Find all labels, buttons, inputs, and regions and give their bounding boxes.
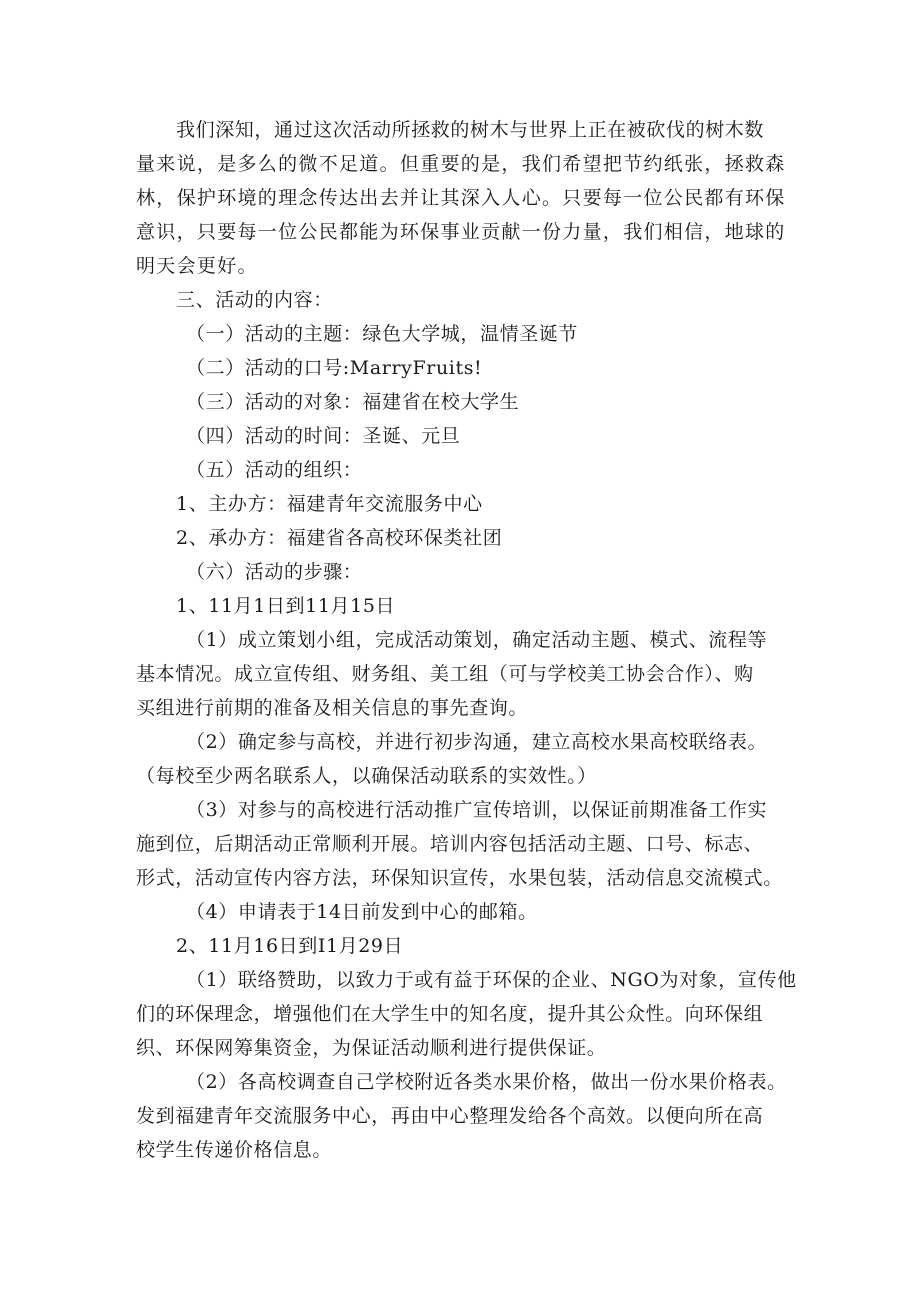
list-item: （五）活动的组织： <box>186 459 363 481</box>
paragraph-line: 们的环保理念，增强他们在大学生中的知名度，提升其公众性。向环保组 <box>136 1003 764 1025</box>
paragraph-line: 意识，只要每一位公民都能为环保事业贡献一份力量，我们相信，地球的 <box>136 221 786 243</box>
paragraph-line: 织、环保网筹集资金，为保证活动顺利进行提供保证。 <box>136 1037 607 1059</box>
paragraph-line: （1）成立策划小组，完成活动策划，确定活动主题、模式、流程等 <box>186 629 768 651</box>
paragraph-line: （1）联络赞助，以致力于或有益于环保的企业、NGO为对象，宣传他 <box>186 969 797 991</box>
paragraph-line: （每校至少两名联系人，以确保活动联系的实效性。） <box>136 765 597 787</box>
paragraph-line: 形式，活动宣传内容方法，环保知识宣传，水果包装，活动信息交流模式。 <box>136 867 783 889</box>
paragraph-line: （4）申请表于14日前发到中心的邮箱。 <box>186 901 538 923</box>
paragraph-line: 校学生传递价格信息。 <box>136 1139 333 1161</box>
paragraph-line: 林，保护环境的理念传达出去并让其深入人心。只要每一位公民都有环保 <box>136 187 786 209</box>
list-item: （一）活动的主题：绿色大学城，温情圣诞节 <box>186 323 579 345</box>
paragraph-line: （2）各高校调查自己学校附近各类水果价格，做出一份水果价格表。 <box>186 1071 787 1093</box>
paragraph-line: 施到位，后期活动正常顺利开展。培训内容包括活动主题、口号、标志、 <box>136 833 764 855</box>
list-item: 1、主办方：福建青年交流服务中心 <box>176 493 483 515</box>
list-item: （三）活动的对象：福建省在校大学生 <box>186 391 520 413</box>
paragraph-line: 明天会更好。 <box>136 255 258 277</box>
section-heading: 三、活动的内容： <box>176 289 333 311</box>
list-item: （六）活动的步骤： <box>186 561 363 583</box>
paragraph-line: 量来说，是多么的微不足道。但重要的是，我们希望把节约纸张，拯救森 <box>136 153 786 175</box>
paragraph-line: （3）对参与的高校进行活动推广宣传培训，以保证前期准备工作实 <box>186 799 768 821</box>
step-heading: 1、11月1日到11月15日 <box>176 595 396 617</box>
paragraph-line: 我们深知，通过这次活动所拯救的树木与世界上正在被砍伐的树木数 <box>176 119 765 141</box>
paragraph-line: 买组进行前期的准备及相关信息的事先查询。 <box>136 697 529 719</box>
paragraph-line: 发到福建青年交流服务中心，再由中心整理发给各个高效。以便向所在高 <box>136 1105 764 1127</box>
paragraph-line: 基本情况。成立宣传组、财务组、美工组（可与学校美工协会合作）、购 <box>136 663 754 685</box>
list-item: （二）活动的口号:MarryFruits! <box>186 357 483 379</box>
step-heading: 2、11月16日到I1月29日 <box>176 935 404 957</box>
list-item: （四）活动的时间：圣诞、元旦 <box>186 425 461 447</box>
paragraph-line: （2）确定参与高校，并进行初步沟通，建立高校水果高校联络表。 <box>186 731 768 753</box>
list-item: 2、承办方：福建省各高校环保类社团 <box>176 527 503 549</box>
